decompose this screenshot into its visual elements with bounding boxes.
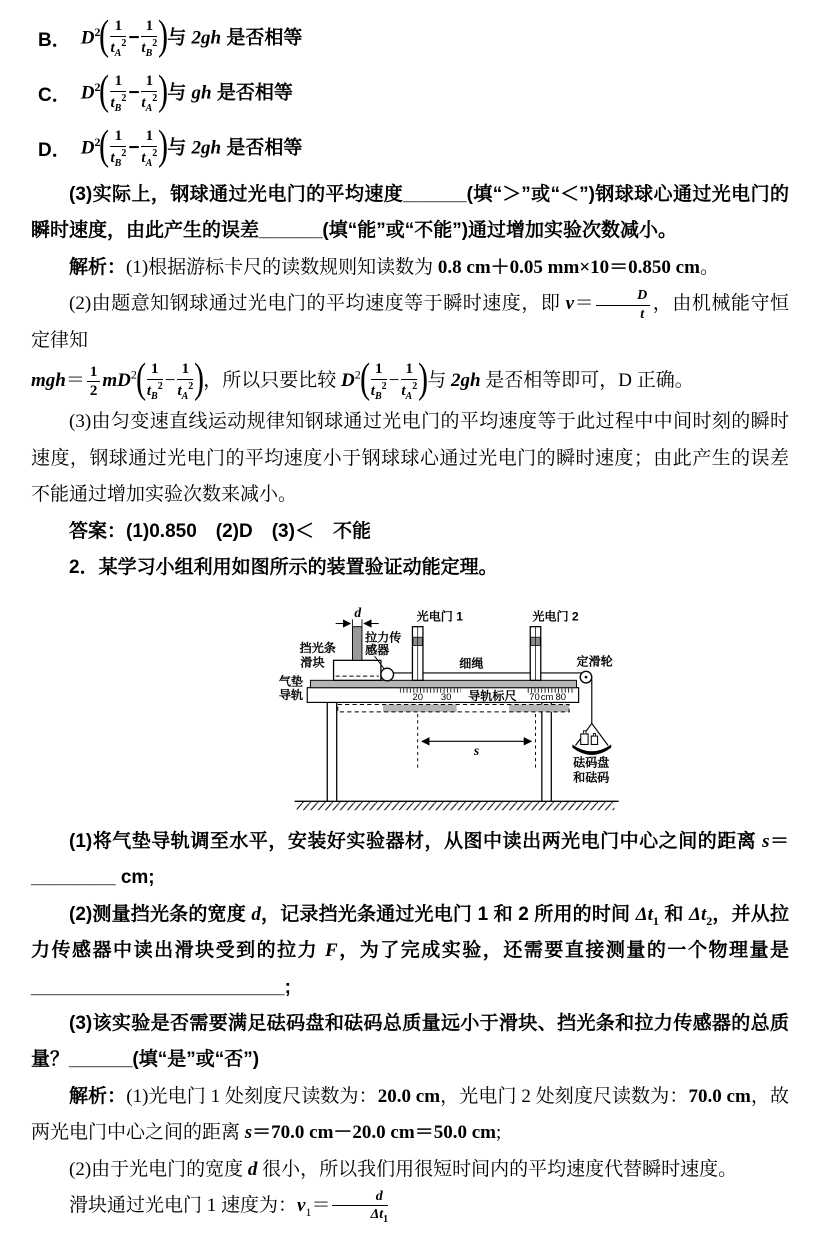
minus-sign: − — [128, 137, 140, 159]
analysis-label: 解析： — [69, 1085, 127, 1107]
problem-2-intro: 2．某学习小组利用如图所示的装置验证动能定理。 — [69, 557, 498, 579]
math-v1: v — [297, 1195, 306, 1217]
mid-text: ，所以只要比较 — [203, 370, 342, 392]
analysis-2-line1 — [31, 286, 789, 359]
blank-line: ________ cm; — [31, 867, 155, 889]
frac-den: $\Delta t_1$ — [370, 1207, 389, 1226]
math-compare: 2gh — [191, 27, 222, 49]
math-s: s — [244, 1122, 253, 1144]
math-s: s — [762, 830, 770, 852]
d-label: d — [354, 604, 362, 620]
air-track-label-line1: 气垫 — [278, 674, 304, 689]
math-exp: 2 — [354, 367, 361, 382]
paren-close: ) — [158, 12, 169, 59]
analysis-2-text-end: ，由机械能守恒定律知 — [31, 293, 789, 351]
fraction-d-over-dt1 — [332, 1189, 388, 1226]
math-sub-2: 2 — [706, 913, 713, 928]
option-row-B — [31, 12, 789, 65]
q1-text: (1)将气垫导轨调至水平，安装好实验器材，从图中读出两光电门中心之间的距离 — [69, 830, 763, 852]
answer-text: (1)0.850 (2)D (3)＜ 不能 — [126, 520, 371, 542]
air-track-label-line2: 导轨 — [278, 687, 304, 702]
a2-value1: 20.0 cm — [377, 1085, 441, 1107]
math-d: d — [247, 1158, 258, 1180]
text-with: 与 — [427, 370, 451, 392]
frac-den: $t_A^2$ — [141, 92, 158, 114]
a2-text3: ，故两光电门中心之间的距离 — [31, 1085, 789, 1144]
frac-num: 1 — [401, 361, 417, 380]
q2-text1: (2)测量挡光条的宽度 — [69, 903, 252, 925]
question2-part2 — [31, 897, 789, 1006]
math-F: F — [325, 940, 338, 962]
frac-den: $t_B^2$ — [370, 381, 387, 403]
frac-num: 1 — [110, 128, 126, 147]
option-formula — [80, 12, 303, 59]
frac-num: 1 — [110, 18, 126, 37]
text-equal: 是否相等 — [221, 27, 303, 49]
paren-open: ( — [99, 12, 110, 59]
paren-open: ( — [135, 356, 146, 402]
track-underside — [338, 704, 569, 711]
minus-sign: − — [164, 370, 176, 392]
fraction-half — [87, 364, 101, 401]
fixed-pulley — [577, 653, 613, 682]
ruler-unit-cm: cm — [540, 691, 554, 703]
analysis2-1 — [31, 1079, 789, 1152]
analysis-1-value: 0.8 cm＋0.05 mm×10＝0.850 cm — [437, 256, 700, 278]
analysis-label: 解析： — [69, 256, 127, 278]
option-label: C． — [38, 85, 71, 106]
ruler-tick-80: 80 — [555, 691, 567, 703]
minus-sign: − — [128, 82, 140, 104]
option-label: D． — [38, 140, 71, 161]
analysis-1-text: (1)根据游标卡尺的读数规则知读数为 — [126, 256, 438, 278]
math-exp: 2 — [94, 80, 101, 95]
paren-open: ( — [359, 356, 370, 402]
a22-text1: (2)由于光电门的宽度 — [69, 1158, 248, 1180]
air-track-surface — [310, 680, 576, 687]
minus-sign: − — [388, 370, 400, 392]
equals-sign: ＝ — [311, 1195, 331, 1217]
option-formula — [80, 67, 293, 114]
velocity-formula-line — [31, 1188, 789, 1225]
ruler-tick-70: 70 — [529, 691, 540, 703]
option-formula — [80, 122, 303, 169]
track-legs — [327, 702, 551, 801]
q2-text2: ，记录挡光条通过光电门 1 和 2 所用的时间 — [260, 903, 636, 925]
q2-text3: 和 — [658, 903, 690, 925]
math-compare: gh — [191, 82, 212, 104]
frac-den: $t_A^2$ — [110, 37, 127, 59]
frac-num: 1 — [141, 73, 157, 92]
paren-close: ) — [194, 356, 205, 402]
blank-line: ________________________; — [31, 976, 291, 998]
sensor-label-line1: 拉力传 — [365, 630, 402, 645]
analysis-1-end: 。 — [699, 256, 719, 278]
answer-label: 答案： — [69, 520, 127, 542]
d-dimension — [336, 605, 379, 623]
a2-text4: ; — [495, 1122, 502, 1144]
fraction — [110, 128, 126, 169]
math-compare: 2gh — [450, 370, 481, 392]
math-D: D — [80, 137, 95, 159]
photogate-1 — [412, 608, 463, 680]
fraction — [141, 73, 157, 114]
question-3-text: (3)实际上，钢球通过光电门的平均速度______(填“＞”或“＜”)钢球球心通过光电门的瞬时速度，由此产生的误差______(填“能”或“不能”)通过增加实验次数减小。 — [31, 184, 789, 242]
option-label: B． — [38, 30, 71, 51]
a2-text1: (1)光电门 1 处刻度尺读数为： — [126, 1085, 378, 1107]
math-exp: 2 — [94, 135, 101, 150]
math-compare: 2gh — [191, 137, 222, 159]
frac-den: $t_B^2$ — [110, 147, 127, 169]
frac-den: $t_B^2$ — [146, 381, 163, 403]
math-sub-1: 1 — [652, 913, 659, 928]
photogate-1-label: 光电门 1 — [416, 609, 463, 624]
a22-text2: 很小，所以我们用很短时间内的平均速度代替瞬时速度。 — [257, 1158, 738, 1180]
slider-label: 滑块 — [300, 655, 325, 670]
paren-open: ( — [99, 67, 110, 114]
frac-den: $t_B^2$ — [141, 37, 158, 59]
text-equal: 是否相等 — [211, 82, 293, 104]
equals-sign: ＝ — [574, 293, 595, 315]
frac-num: 1 — [177, 361, 193, 380]
analysis2-2 — [31, 1152, 789, 1188]
text-equal: 是否相等 — [221, 137, 303, 159]
light-blocking-strip — [352, 619, 361, 660]
frac-num: 1 — [141, 128, 157, 147]
answer-line — [31, 514, 789, 550]
photogate-2-label: 光电门 2 — [532, 609, 579, 624]
q2-text4: ，并从拉力传感器中读出滑块受到的拉力 — [31, 903, 789, 962]
ruler-tick-30: 30 — [440, 691, 452, 703]
equation-line-mgh — [31, 356, 789, 403]
frac-num: 1 — [371, 361, 387, 380]
s-dimension — [418, 714, 536, 770]
math-D: D — [80, 82, 95, 104]
track-ruler — [307, 687, 578, 702]
math-exp: 2 — [94, 25, 101, 40]
ruler-tick-20: 20 — [412, 691, 423, 703]
frac-num: 1 — [141, 18, 157, 37]
photogate-2 — [530, 608, 579, 680]
option-row-C — [31, 67, 789, 120]
math-d: d — [251, 903, 261, 925]
math-D: D — [80, 27, 95, 49]
math-mD: mD — [102, 370, 131, 392]
text-with: 与 — [167, 137, 192, 159]
fraction — [147, 361, 163, 402]
frac-num: 1 — [147, 361, 163, 380]
frac-den: $t_B^2$ — [110, 92, 127, 114]
frac-den: t — [640, 306, 645, 322]
apparatus-diagram — [265, 593, 623, 816]
s-label: s — [473, 742, 480, 758]
frac-den: 2 — [89, 383, 98, 400]
equals-sign: ＝ — [65, 370, 85, 392]
question2-part3: (3)该实验是否需要满足砝码盘和砝码总质量远小于滑块、挡光条和拉力传感器的总质量？______(填“是”或“否”) — [31, 1013, 789, 1071]
v1-text: 滑块通过光电门 1 速度为： — [69, 1195, 298, 1217]
analysis-2-text: (2)由题意知钢球通过光电门的平均速度等于瞬时速度，即 — [69, 293, 566, 315]
math-dt2: Δt — [689, 903, 707, 925]
fraction — [110, 18, 126, 59]
fraction — [141, 128, 157, 169]
option-row-D — [31, 122, 789, 175]
text-with: 与 — [167, 27, 192, 49]
pulley-label: 定滑轮 — [576, 654, 613, 669]
math-dt1: Δt — [635, 903, 653, 925]
fraction — [177, 361, 193, 402]
paren-close: ) — [158, 67, 169, 114]
fraction — [401, 361, 417, 402]
string-label: 细绳 — [459, 656, 484, 671]
fraction — [110, 73, 126, 114]
ruler-label: 导轨标尺 — [468, 688, 517, 703]
math-v: v — [565, 293, 575, 315]
blocker-label: 挡光条 — [299, 640, 336, 655]
apparatus-figure — [265, 593, 623, 816]
math-sub-1: 1 — [305, 1205, 312, 1220]
weights-label-line2: 和砝码 — [573, 769, 610, 784]
paren-close: ) — [158, 122, 169, 169]
frac-den: $t_A^2$ — [141, 147, 158, 169]
analysis-3-text: (3)由匀变速直线运动规律知钢球通过光电门的平均速度等于此过程中中间时刻的瞬时速度，钢球通过光电门的平均速度小于钢球球心通过光电门的瞬时速度；由此产生的误差不能通过增加实验次数来减小。 — [31, 411, 789, 506]
a2-equation: ＝70.0 cm－20.0 cm＝50.0 cm — [252, 1122, 496, 1144]
frac-num: d — [332, 1189, 388, 1207]
frac-num: D — [596, 288, 650, 306]
paren-open: ( — [99, 122, 110, 169]
question2-part1 — [31, 824, 789, 897]
slider — [334, 660, 381, 680]
fraction — [141, 18, 157, 59]
fraction-D-over-t — [596, 288, 650, 322]
text-with: 与 — [167, 82, 192, 104]
math-exp: 2 — [130, 367, 137, 382]
math-mgh: mgh — [31, 370, 66, 392]
frac-num: 1 — [87, 364, 101, 383]
paren-close: ) — [418, 356, 429, 402]
frac-num: 1 — [110, 73, 126, 92]
minus-sign: − — [128, 27, 140, 49]
equals-sign: ＝ — [769, 830, 789, 852]
a2-text2: ，光电门 2 处刻度尺读数为： — [440, 1085, 689, 1107]
q2-text5: ，为了完成实验，还需要直接测量的一个物理量是 — [337, 940, 789, 962]
frac-den: $t_A^2$ — [401, 381, 418, 403]
sensor-label-line2: 感器 — [365, 642, 390, 657]
ground — [295, 801, 619, 810]
weights-label-line1: 砝码盘 — [573, 755, 610, 770]
a2-value2: 70.0 cm — [688, 1085, 751, 1107]
frac-den: $t_A^2$ — [177, 381, 194, 403]
fraction — [371, 361, 387, 402]
math-D: D — [341, 370, 355, 392]
analysis-1 — [31, 250, 789, 286]
tail-text: 是否相等即可，D 正确。 — [480, 370, 694, 392]
